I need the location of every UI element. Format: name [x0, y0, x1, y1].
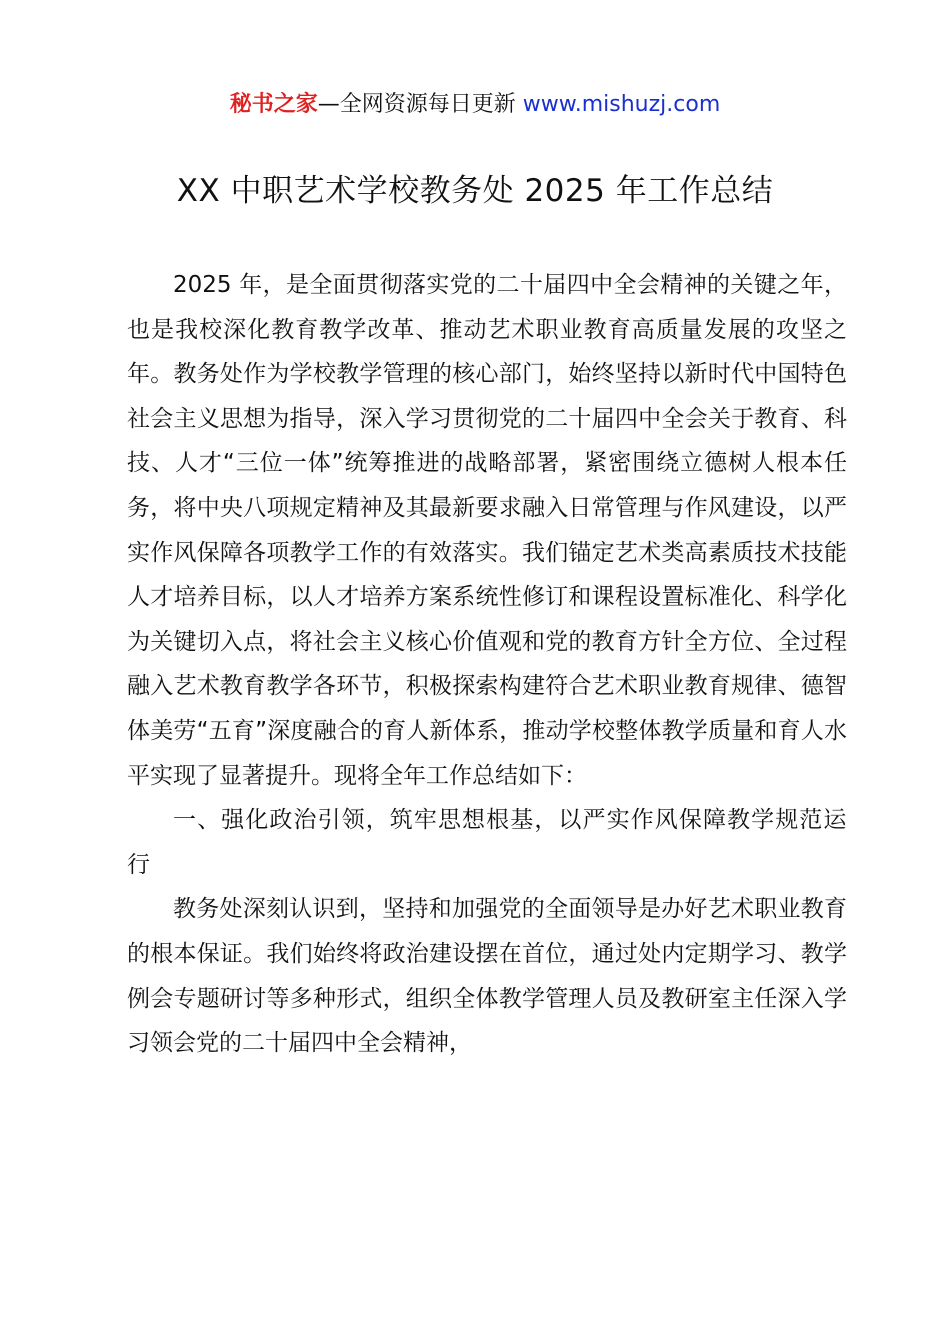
site-brand: 秘书之家	[229, 92, 318, 117]
section-1-heading: 一、强化政治引领，筑牢思想根基，以严实作风保障教学规范运行	[127, 807, 847, 878]
intro-paragraph: 2025 年，是全面贯彻落实党的二十届四中全会精神的关键之年，也是我校深化教育教学改革、推动艺术职业教育高质量发展的攻坚之年。教务处作为学校教学管理的核心部门，始终坚持以新时代中国特色社会主义思想为指导，深入学习贯彻党的二十届四中全会关于教育、科技、人才“三位一体”统筹推进的战略部署，紧密围绕立德树人根本任务，将中央八项规定精神及其最新要求融入日常管理与作风建设，以严实作风保障各项教学工作的有效落实。我们锚定艺术类高素质技术技能人才培养目标，以人才培养方案系统性修订和课程设置标准化、科学化为关键切入点，将社会主义核心价值观和党的教育方针全方位、全过程融入艺术教育教学各环节，积极探索构建符合艺术职业教育规律、德智体美劳“五育”深度融合的育人新体系，推动学校整体教学质量和育人水平实现了显著提升。现将全年工作总结如下：	[127, 272, 847, 789]
site-banner	[0, 88, 950, 122]
document-title: XX 中职艺术学校教务处 2025 年工作总结	[176, 173, 774, 209]
site-url-link[interactable]: www.mishuzj.com	[522, 92, 721, 117]
site-tagline: —全网资源每日更新	[317, 92, 523, 117]
section-1-paragraph: 教务处深刻认识到，坚持和加强党的全面领导是办好艺术职业教育的根本保证。我们始终将政治建设摆在首位，通过处内定期学习、教学例会专题研讨等多种形式，组织全体教学管理人员及教研室主任深入学习领会党的二十届四中全会精神，	[127, 896, 847, 1057]
document-body	[127, 263, 847, 1066]
